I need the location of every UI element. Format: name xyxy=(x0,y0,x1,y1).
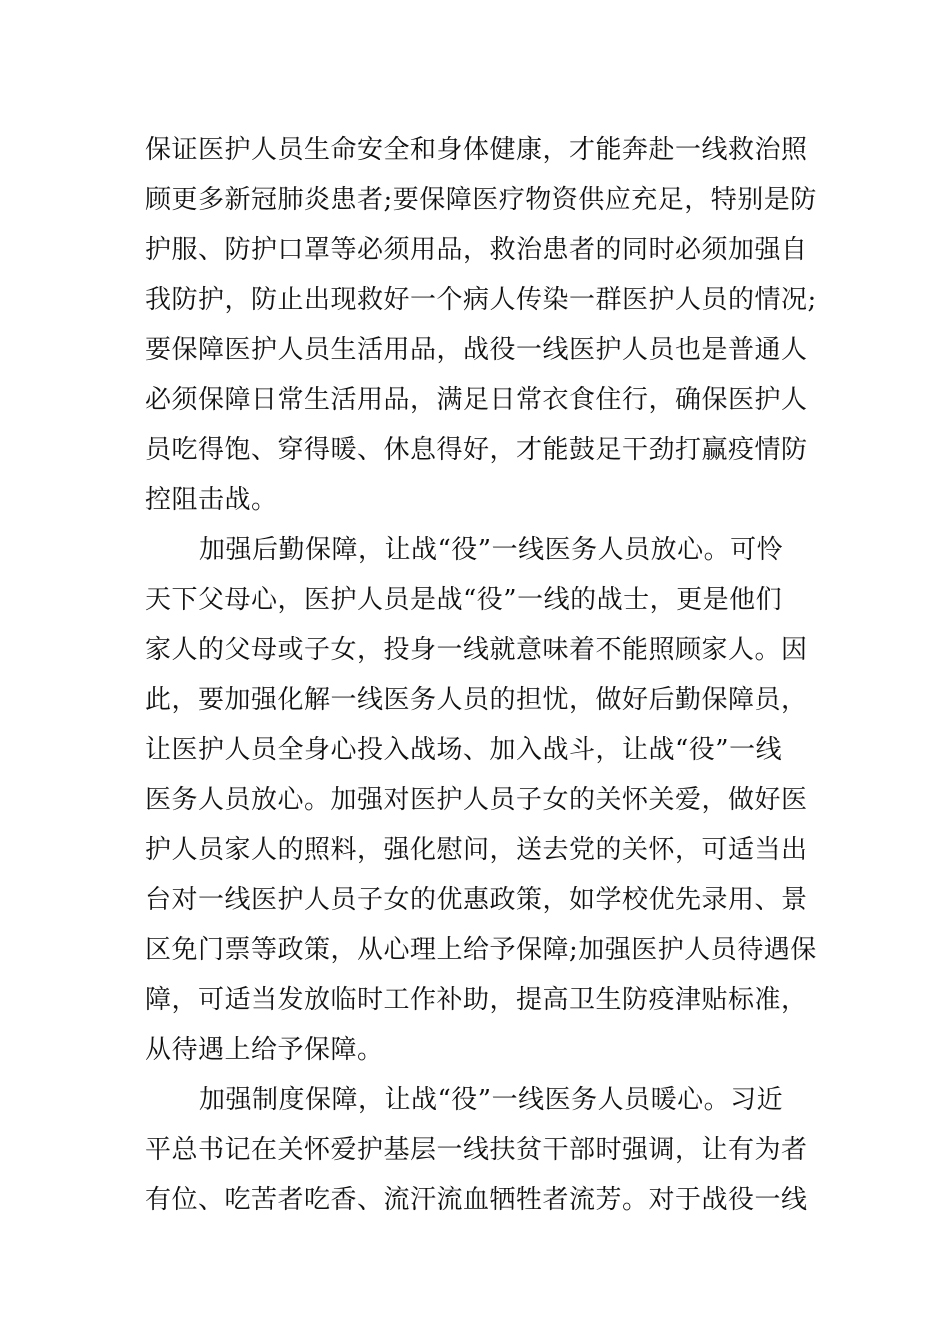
text-line: 必须保障日常生活用品，满足日常衣食住行，确保医护人 xyxy=(145,385,808,415)
text-line: 顾更多新冠肺炎患者;要保障医疗物资供应充足，特别是防 xyxy=(145,185,817,215)
text-line: 护人员家人的照料，强化慰问，送去党的关怀，可适当出 xyxy=(145,835,808,865)
text-line: 平总书记在关怀爱护基层一线扶贫干部时强调，让有为者 xyxy=(145,1135,808,1165)
text-line: 有位、吃苦者吃香、流汗流血牺牲者流芳。对于战役一线 xyxy=(145,1185,808,1215)
text-line: 从待遇上给予保障。 xyxy=(145,1035,384,1065)
text-line: 控阻击战。 xyxy=(145,485,278,515)
text-line: 我防护，防止出现救好一个病人传染一群医护人员的情况; xyxy=(145,285,817,315)
text-line: 医务人员放心。加强对医护人员子女的关怀关爱，做好医 xyxy=(145,785,808,815)
paragraph-start-line: 加强后勤保障，让战“役”一线医务人员放心。可怜 xyxy=(199,535,784,565)
text-line: 让医护人员全身心投入战场、加入战斗，让战“役”一线 xyxy=(145,735,783,765)
body-text xyxy=(145,125,815,1225)
text-line: 护服、防护口罩等必须用品，救治患者的同时必须加强自 xyxy=(145,235,808,265)
text-line: 区免门票等政策，从心理上给予保障;加强医护人员待遇保 xyxy=(145,935,817,965)
text-line: 家人的父母或子女，投身一线就意味着不能照顾家人。因 xyxy=(145,635,808,665)
text-line: 要保障医护人员生活用品，战役一线医护人员也是普通人 xyxy=(145,335,808,365)
text-line: 保证医护人员生命安全和身体健康，才能奔赴一线救治照 xyxy=(145,135,808,165)
text-line: 此，要加强化解一线医务人员的担忧，做好后勤保障员， xyxy=(145,685,808,715)
text-line: 障，可适当发放临时工作补助，提高卫生防疫津贴标准， xyxy=(145,985,808,1015)
text-line: 天下父母心，医护人员是战“役”一线的战士，更是他们 xyxy=(145,585,783,615)
text-line: 台对一线医护人员子女的优惠政策，如学校优先录用、景 xyxy=(145,885,808,915)
text-line: 员吃得饱、穿得暖、休息得好，才能鼓足干劲打赢疫情防 xyxy=(145,435,808,465)
paragraph-start-line: 加强制度保障，让战“役”一线医务人员暖心。习近 xyxy=(199,1085,784,1115)
